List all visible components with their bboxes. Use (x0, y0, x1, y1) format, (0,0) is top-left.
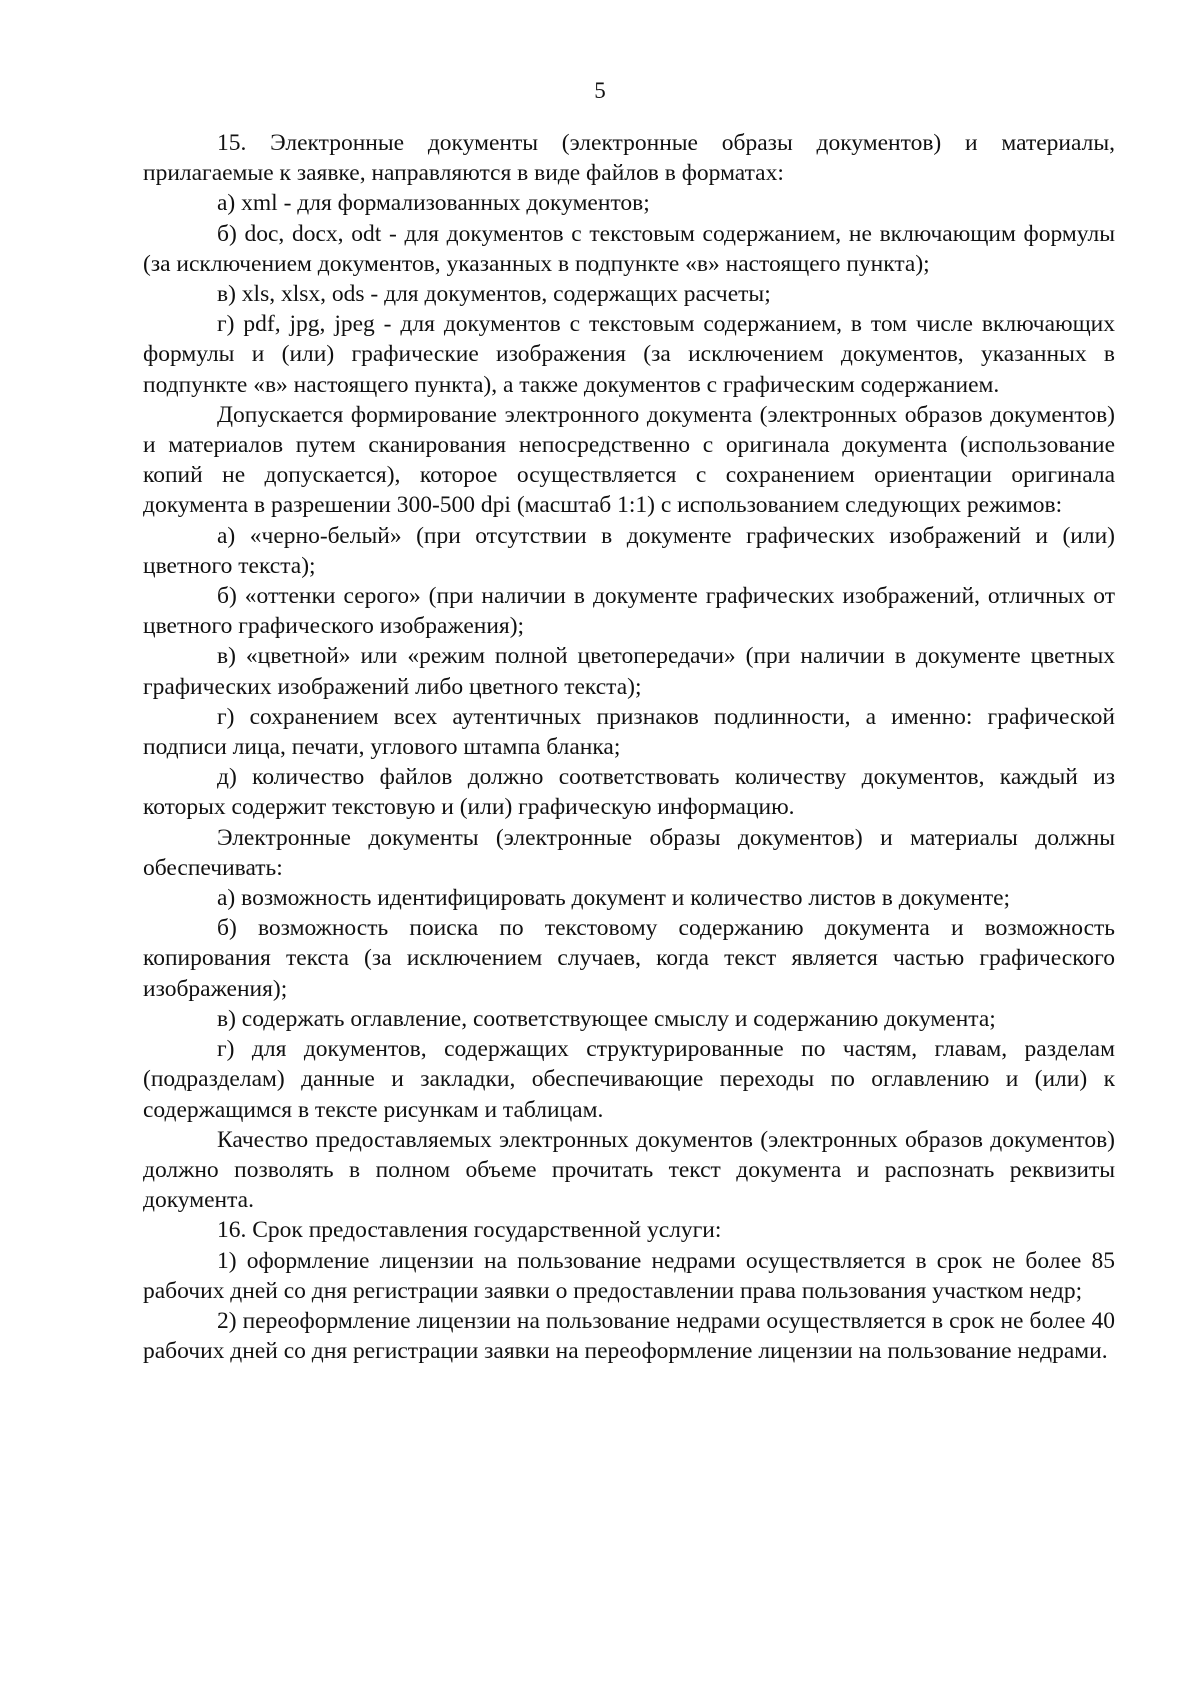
list-item-file-count: д) количество файлов должно соответствовать количеству документов, каждый из которых содержит текстовую и (или) графическую информацию. (143, 764, 1115, 821)
list-item-reissue-license: 2) переоформление лицензии на пользование недрами осуществляется в срок не более 40 рабочих дней со дня регистрации заявки на переоформление лицензии на пользование недрами. (143, 1307, 1115, 1365)
list-item-color: в) «цветной» или «режим полной цветопередачи» (при наличии в документе цветных графических изображений либо цветного текста); (143, 643, 1115, 700)
list-item-doc: б) doc, docx, odt - для документов с текстовым содержанием, не включающим формулы (за исключением документов, указанных в подпункте «в» настоящего пункта); (143, 220, 1115, 277)
list-item-grayscale: б) «оттенки серого» (при наличии в документе графических изображений, отличных от цветного графического изображения); (143, 583, 1115, 640)
list-item-search: б) возможность поиска по текстовому содержанию документа и возможность копирования текста (за исключением случаев, когда текст является частью графического изображения); (143, 915, 1115, 1002)
list-item-authenticity: г) сохранением всех аутентичных признаков подлинности, а именно: графической подписи лица, печати, углового штампа бланка; (143, 703, 1115, 761)
list-item-bookmarks: г) для документов, содержащих структурированные по частям, главам, разделам (подразделам) данные и закладки, обеспечивающие переходы по оглавлению и (или) к содержащимся в тексте рисункам и таблицам. (143, 1036, 1115, 1123)
document-body (143, 128, 1115, 1366)
list-item-black-white: а) «черно-белый» (при отсутствии в документе графических изображений и (или) цветного текста); (143, 522, 1115, 579)
paragraph-requirements: Электронные документы (электронные образы документов) и материалы должны обеспечивать: (143, 824, 1115, 881)
paragraph-16-term: 16. Срок предоставления государственной услуги: (217, 1217, 722, 1244)
list-item-issue-license: 1) оформление лицензии на пользование недрами осуществляется в срок не более 85 рабочих дней со дня регистрации заявки о предоставлении права пользования участком недр; (143, 1247, 1115, 1304)
paragraph-quality: Качество предоставляемых электронных документов (электронных образов документов) должно позволять в полном объеме прочитать текст документа и распознать реквизиты документа. (143, 1126, 1115, 1214)
paragraph-scanning: Допускается формирование электронного документа (электронных образов документов) и материалов путем сканирования непосредственно с оригинала документа (использование копий не допускается), которое осуществляется с сохранением ориентации оригинала документа в разрешении 300-500 dpi (масштаб 1:1) с использованием следующих режимов: (143, 401, 1115, 519)
paragraph-15-formats: 15. Электронные документы (электронные образы документов) и материалы, прилагаемые к заявке, направляются в виде файлов в форматах: (143, 130, 1115, 187)
list-item-identify: а) возможность идентифицировать документ и количество листов в документе; (217, 885, 1011, 912)
list-item-xls: в) xls, xlsx, ods - для документов, содержащих расчеты; (217, 281, 771, 308)
page-number: 5 (594, 78, 606, 103)
list-item-pdf: г) pdf, jpg, jpeg - для документов с текстовым содержанием, в том числе включающих формулы и (или) графические изображения (за исключением документов, указанных в подпункте «в» настоящего пункта), а также документов с графическим содержанием. (143, 311, 1115, 398)
list-item-toc: в) содержать оглавление, соответствующее смыслу и содержанию документа; (217, 1005, 996, 1032)
list-item-xml: а) xml - для формализованных документов; (217, 190, 650, 217)
